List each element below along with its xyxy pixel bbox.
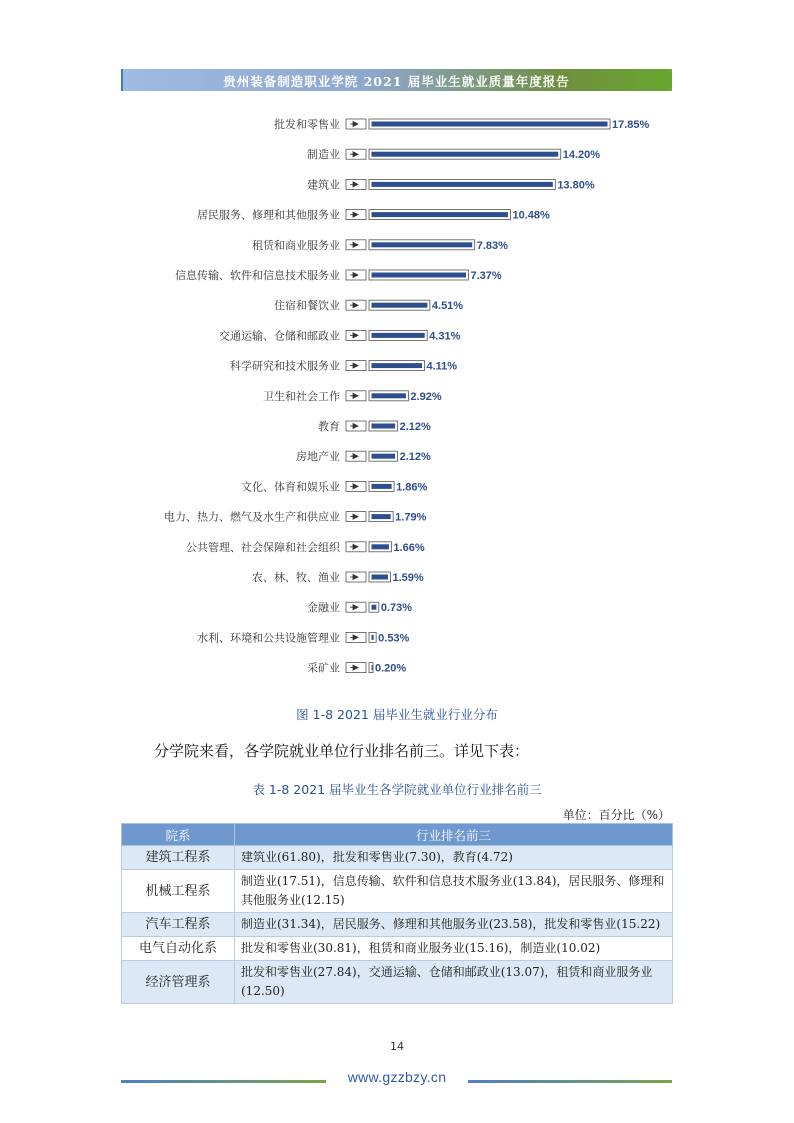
top3-cell: 制造业(17.51)，信息传输、软件和信息技术服务业(13.84)，居民服务、修理和其他服务业(12.15) (235, 870, 673, 913)
dept-cell: 建筑工程系 (122, 846, 235, 870)
value-label: 14.20% (562, 149, 601, 162)
category-label: 信息传输、软件和信息技术服务业 (175, 269, 340, 282)
category-label: 交通运输、仓储和邮政业 (219, 329, 340, 343)
category-label: 金融业 (307, 601, 340, 615)
value-label: 0.20% (375, 662, 407, 675)
category-label: 教育 (318, 420, 340, 433)
value-label: 4.11% (426, 360, 458, 373)
value-label: 2.12% (399, 421, 431, 433)
bar (372, 363, 422, 368)
category-label: 公共管理、社会保障和社会组织 (186, 540, 340, 554)
bar (372, 212, 508, 217)
bar (372, 242, 473, 247)
dept-cell: 机械工程系 (122, 870, 235, 913)
category-label: 住宿和餐饮业 (274, 299, 340, 313)
figure-caption: 图 1-8 2021 届毕业生就业行业分布 (296, 707, 498, 722)
top3-cell: 制造业(31.34)，居民服务、修理和其他服务业(23.58)，批发和零售业(15.22) (235, 913, 673, 937)
bar (372, 182, 553, 187)
value-label: 4.31% (429, 330, 461, 343)
bar (372, 454, 396, 459)
value-label: 17.85% (612, 119, 650, 131)
dept-cell: 经济管理系 (122, 961, 235, 1004)
value-label: 13.80% (557, 179, 595, 192)
category-label: 房地产业 (296, 450, 340, 464)
category-label: 建筑业 (307, 178, 340, 192)
bar (372, 122, 608, 127)
bar (372, 575, 388, 580)
table-row (122, 961, 673, 1004)
category-label: 文化、体育和娱乐业 (241, 480, 340, 494)
footer-rule-left (121, 1080, 326, 1083)
value-label: 1.66% (393, 541, 425, 554)
bar (372, 605, 377, 610)
category-label: 电力、热力、燃气及水生产和供应业 (164, 510, 340, 524)
bar (372, 393, 406, 398)
category-label: 水利、环境和公共设施管理业 (197, 631, 340, 645)
dept-cell: 汽车工程系 (122, 913, 235, 937)
value-label: 1.79% (395, 511, 427, 524)
value-label: 4.51% (431, 300, 464, 313)
top3-cell: 批发和零售业(27.84)，交通运输、仓储和邮政业(13.07)，租赁和商业服务业(12.50) (235, 961, 673, 1004)
table-row (122, 846, 673, 870)
bar (372, 635, 374, 640)
body-paragraph: 分学院来看，各学院就业单位行业排名前三。详见下表： (154, 742, 530, 760)
table-caption: 表 1-8 2021 届毕业生各学院就业单位行业排名前三 (252, 782, 542, 797)
category-label: 农、林、牧、渔业 (252, 571, 340, 584)
dept-cell: 电气自动化系 (122, 937, 235, 961)
top3-cell: 建筑业(61.80)，批发和零售业(7.30)，教育(4.72) (235, 846, 673, 870)
category-label: 卫生和社会工作 (263, 389, 340, 403)
page-number: 14 (390, 1040, 404, 1053)
value-label: 1.86% (396, 481, 428, 494)
value-label: 2.12% (399, 451, 431, 464)
bar (372, 514, 391, 519)
value-label: 0.73% (380, 602, 413, 615)
bar (372, 665, 373, 670)
table-row (122, 937, 673, 961)
category-label: 租赁和商业服务业 (252, 238, 340, 252)
category-label: 采矿业 (307, 661, 340, 675)
value-label: 0.53% (378, 632, 410, 645)
value-label: 2.92% (410, 390, 442, 403)
value-label: 1.59% (392, 572, 424, 584)
value-label: 7.37% (470, 270, 502, 282)
table-header-row (122, 824, 673, 846)
header-banner (121, 69, 672, 91)
category-label: 科学研究和技术服务业 (230, 359, 340, 373)
bar (372, 303, 428, 308)
table-row (122, 870, 673, 913)
industry-distribution-chart (0, 108, 794, 683)
category-label: 居民服务、修理和其他服务业 (197, 208, 340, 222)
bar (372, 424, 396, 429)
report-title: 贵州装备制造职业学院 2021 届毕业生就业质量年度报告 (223, 74, 570, 89)
top3-cell: 批发和零售业(30.81)，租赁和商业服务业(15.16)，制造业(10.02) (235, 937, 673, 961)
category-label: 制造业 (307, 148, 340, 162)
bar (372, 273, 467, 278)
bar (372, 544, 389, 549)
table-unit: 单位：百分比（%） (562, 808, 670, 822)
category-label: 批发和零售业 (274, 118, 340, 131)
bar (372, 484, 392, 489)
bar (372, 152, 559, 157)
header-dept: 院系 (122, 824, 235, 846)
value-label: 7.83% (476, 239, 508, 252)
value-label: 10.48% (512, 209, 550, 222)
footer-website[interactable]: www.gzzbzy.cn (347, 1069, 447, 1085)
bar (372, 333, 425, 338)
header-top3: 行业排名前三 (235, 824, 673, 846)
table-row (122, 913, 673, 937)
footer-rule-right (468, 1080, 672, 1083)
dept-industry-table (121, 823, 673, 1004)
